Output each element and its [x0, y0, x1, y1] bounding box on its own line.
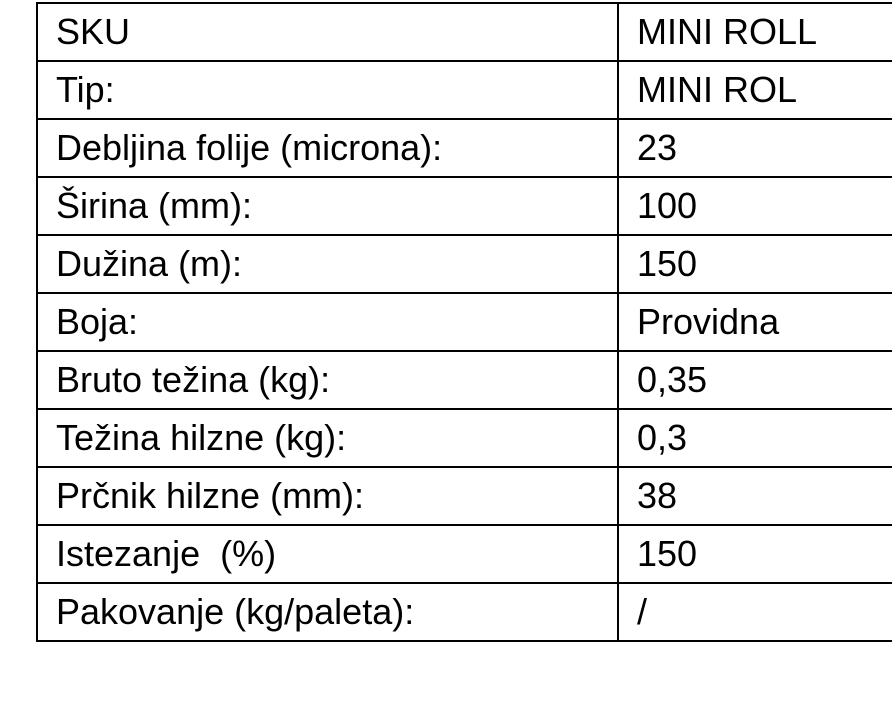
spec-label-cell: Istezanje (%) [37, 525, 618, 583]
spec-label-cell: Težina hilzne (kg): [37, 409, 618, 467]
spec-value-cell: 150 [618, 235, 892, 293]
table-row [37, 525, 892, 583]
spec-label-cell: Prčnik hilzne (mm): [37, 467, 618, 525]
table-row [37, 467, 892, 525]
spec-label-cell: SKU [37, 3, 618, 61]
spec-value-cell: MINI ROL [618, 61, 892, 119]
spec-label-cell: Boja: [37, 293, 618, 351]
product-spec-table [36, 2, 892, 642]
spec-label-cell: Širina (mm): [37, 177, 618, 235]
table-row [37, 583, 892, 641]
spec-value-cell: 150 [618, 525, 892, 583]
spec-label-cell: Bruto težina (kg): [37, 351, 618, 409]
table-row [37, 3, 892, 61]
table-row [37, 409, 892, 467]
spec-value-cell: 0,3 [618, 409, 892, 467]
table-row [37, 177, 892, 235]
spec-value-cell: 0,35 [618, 351, 892, 409]
spec-label-cell: Pakovanje (kg/paleta): [37, 583, 618, 641]
table-row [37, 235, 892, 293]
spec-value-cell: Providna [618, 293, 892, 351]
spec-value-cell: 23 [618, 119, 892, 177]
table-row [37, 293, 892, 351]
spec-value-cell: MINI ROLL [618, 3, 892, 61]
table-row [37, 61, 892, 119]
spec-value-cell: 100 [618, 177, 892, 235]
table-row [37, 351, 892, 409]
spec-label-cell: Debljina folije (microna): [37, 119, 618, 177]
spec-table-body [37, 3, 892, 641]
spec-value-cell: / [618, 583, 892, 641]
spec-label-cell: Tip: [37, 61, 618, 119]
table-row [37, 119, 892, 177]
spec-label-cell: Dužina (m): [37, 235, 618, 293]
spec-value-cell: 38 [618, 467, 892, 525]
